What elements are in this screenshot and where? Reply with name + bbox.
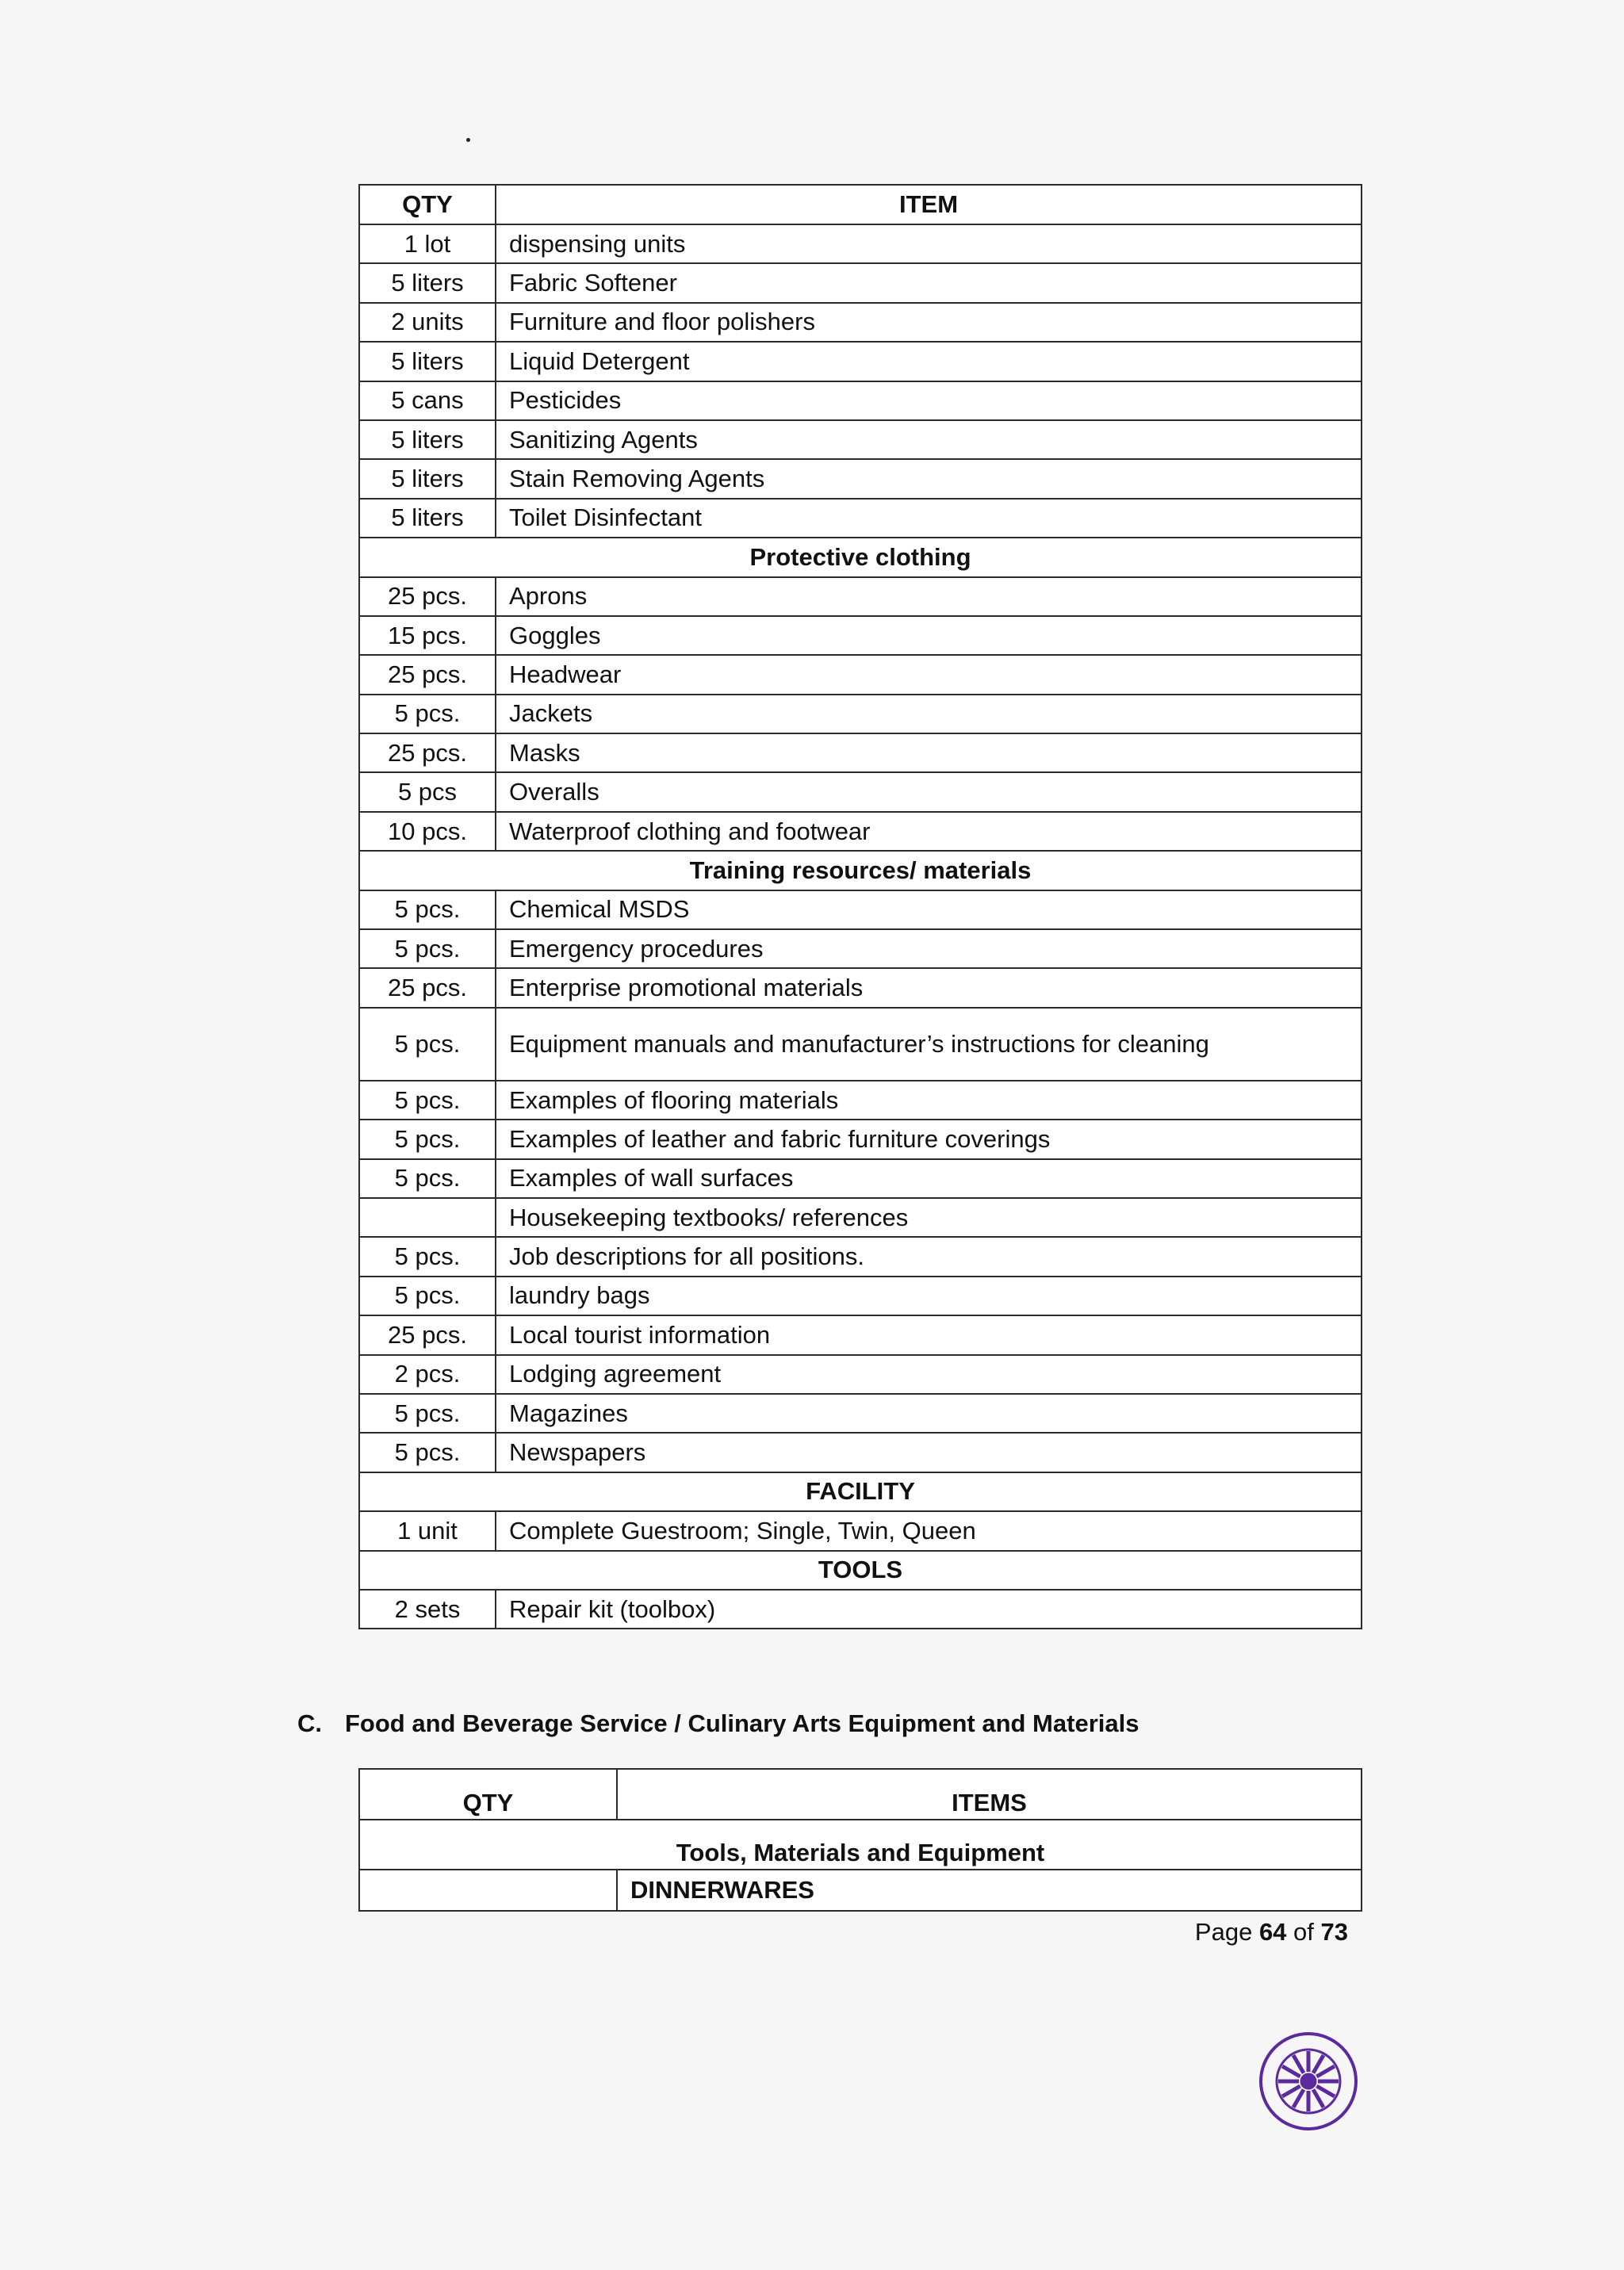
table-row — [359, 812, 1362, 851]
table-row — [359, 695, 1362, 733]
table-row — [359, 1198, 1362, 1237]
table-row — [359, 1159, 1362, 1198]
table-row — [359, 1394, 1362, 1433]
section-row — [359, 1551, 1362, 1590]
table-row — [359, 1870, 1362, 1911]
qty-cell: 5 liters — [359, 342, 496, 381]
item-cell: Chemical MSDS — [496, 890, 1362, 929]
qty-cell — [359, 1198, 496, 1237]
table-row — [359, 616, 1362, 655]
qty-cell: 5 cans — [359, 381, 496, 420]
page-of: of — [1286, 1918, 1321, 1946]
item-cell: Pesticides — [496, 381, 1362, 420]
qty-cell: 5 pcs. — [359, 1277, 496, 1315]
table-row — [359, 655, 1362, 694]
table-body — [359, 185, 1362, 1629]
item-cell: Stain Removing Agents — [496, 459, 1362, 498]
food-beverage-equipment-table — [358, 1768, 1362, 1912]
item-cell: Examples of wall surfaces — [496, 1159, 1362, 1198]
table-body — [359, 1769, 1362, 1911]
item-cell: Emergency procedures — [496, 929, 1362, 968]
qty-cell: 2 sets — [359, 1590, 496, 1629]
table-row — [359, 929, 1362, 968]
item-cell: Liquid Detergent — [496, 342, 1362, 381]
table-row — [359, 577, 1362, 616]
section-title: Food and Beverage Service / Culinary Arts Equipment and Materials — [345, 1709, 1139, 1737]
qty-cell: 25 pcs. — [359, 577, 496, 616]
qty-cell: 25 pcs. — [359, 655, 496, 694]
page-current: 64 — [1258, 1918, 1287, 1946]
table-row — [359, 890, 1362, 929]
qty-cell: 5 pcs. — [359, 1120, 496, 1158]
qty-cell: 2 units — [359, 303, 496, 342]
table-row — [359, 420, 1362, 459]
item-cell: dispensing units — [496, 224, 1362, 263]
qty-cell: 1 unit — [359, 1511, 496, 1550]
item-cell: Repair kit (toolbox) — [496, 1590, 1362, 1629]
qty-column-header: QTY — [359, 185, 496, 224]
section-label: Training resources/ materials — [359, 851, 1362, 890]
table-row — [359, 1008, 1362, 1081]
page-total: 73 — [1320, 1918, 1348, 1946]
page-prefix: Page — [1194, 1918, 1259, 1946]
section-label: FACILITY — [359, 1472, 1362, 1511]
table-row — [359, 381, 1362, 420]
item-cell: Jackets — [496, 695, 1362, 733]
table-row — [359, 1120, 1362, 1158]
item-cell: Complete Guestroom; Single, Twin, Queen — [496, 1511, 1362, 1550]
item-cell: Equipment manuals and manufacturer’s instructions for cleaning — [496, 1008, 1362, 1081]
qty-cell: 2 pcs. — [359, 1355, 496, 1394]
item-cell: Aprons — [496, 577, 1362, 616]
item-cell: Masks — [496, 733, 1362, 772]
qty-cell: 5 pcs. — [359, 695, 496, 733]
item-cell: Goggles — [496, 616, 1362, 655]
qty-cell: 5 pcs. — [359, 1394, 496, 1433]
item-cell: Newspapers — [496, 1433, 1362, 1472]
section-c-heading — [297, 1709, 1139, 1738]
item-cell: Furniture and floor polishers — [496, 303, 1362, 342]
qty-cell: 5 pcs. — [359, 1433, 496, 1472]
table-row — [359, 1433, 1362, 1472]
qty-cell: 5 liters — [359, 263, 496, 302]
section-label: TOOLS — [359, 1551, 1362, 1590]
item-cell: Sanitizing Agents — [496, 420, 1362, 459]
table-header-row — [359, 185, 1362, 224]
qty-cell: 25 pcs. — [359, 733, 496, 772]
qty-cell — [359, 1870, 617, 1911]
table-row — [359, 1590, 1362, 1629]
page-number — [1110, 1918, 1348, 1947]
qty-cell: 5 pcs. — [359, 1159, 496, 1198]
section-row — [359, 538, 1362, 576]
item-cell: laundry bags — [496, 1277, 1362, 1315]
subheader-row — [359, 1820, 1362, 1870]
table-row — [359, 499, 1362, 538]
table-row — [359, 772, 1362, 811]
section-letter: C. — [297, 1709, 322, 1737]
item-cell: Waterproof clothing and footwear — [496, 812, 1362, 851]
qty-cell: 5 pcs. — [359, 1008, 496, 1081]
qty-cell: 5 pcs. — [359, 890, 496, 929]
commission-seal-icon — [1253, 2026, 1364, 2137]
table-row — [359, 224, 1362, 263]
table-row — [359, 342, 1362, 381]
item-cell: Headwear — [496, 655, 1362, 694]
item-cell: Local tourist information — [496, 1315, 1362, 1354]
qty-cell: 15 pcs. — [359, 616, 496, 655]
qty-cell: 5 pcs. — [359, 1237, 496, 1276]
qty-cell: 5 liters — [359, 499, 496, 538]
subheader-label: Tools, Materials and Equipment — [359, 1820, 1362, 1870]
section-label: Protective clothing — [359, 538, 1362, 576]
section-row — [359, 851, 1362, 890]
housekeeping-equipment-table — [358, 184, 1362, 1629]
item-cell: Housekeeping textbooks/ references — [496, 1198, 1362, 1237]
qty-cell: 25 pcs. — [359, 968, 496, 1007]
item-cell: Toilet Disinfectant — [496, 499, 1362, 538]
section-row — [359, 1472, 1362, 1511]
item-cell: Enterprise promotional materials — [496, 968, 1362, 1007]
item-column-header: ITEM — [496, 185, 1362, 224]
qty-cell: 5 pcs. — [359, 929, 496, 968]
items-column-header: ITEMS — [617, 1769, 1362, 1820]
qty-cell: 5 pcs. — [359, 1081, 496, 1120]
qty-cell: 10 pcs. — [359, 812, 496, 851]
item-cell: Examples of flooring materials — [496, 1081, 1362, 1120]
item-cell: Fabric Softener — [496, 263, 1362, 302]
stray-dot — [466, 138, 470, 142]
item-cell: Magazines — [496, 1394, 1362, 1433]
table-row — [359, 1315, 1362, 1354]
table-row — [359, 1511, 1362, 1550]
qty-column-header: QTY — [359, 1769, 617, 1820]
item-cell: DINNERWARES — [617, 1870, 1362, 1911]
item-cell: Lodging agreement — [496, 1355, 1362, 1394]
item-cell: Examples of leather and fabric furniture coverings — [496, 1120, 1362, 1158]
table-row — [359, 263, 1362, 302]
qty-cell: 25 pcs. — [359, 1315, 496, 1354]
table-row — [359, 1355, 1362, 1394]
table-row — [359, 459, 1362, 498]
table-header-row — [359, 1769, 1362, 1820]
table-row — [359, 1237, 1362, 1276]
qty-cell: 5 pcs — [359, 772, 496, 811]
item-cell: Overalls — [496, 772, 1362, 811]
table-row — [359, 303, 1362, 342]
qty-cell: 5 liters — [359, 420, 496, 459]
table-row — [359, 1277, 1362, 1315]
table-row — [359, 733, 1362, 772]
table-row — [359, 968, 1362, 1007]
qty-cell: 1 lot — [359, 224, 496, 263]
item-cell: Job descriptions for all positions. — [496, 1237, 1362, 1276]
table-row — [359, 1081, 1362, 1120]
qty-cell: 5 liters — [359, 459, 496, 498]
